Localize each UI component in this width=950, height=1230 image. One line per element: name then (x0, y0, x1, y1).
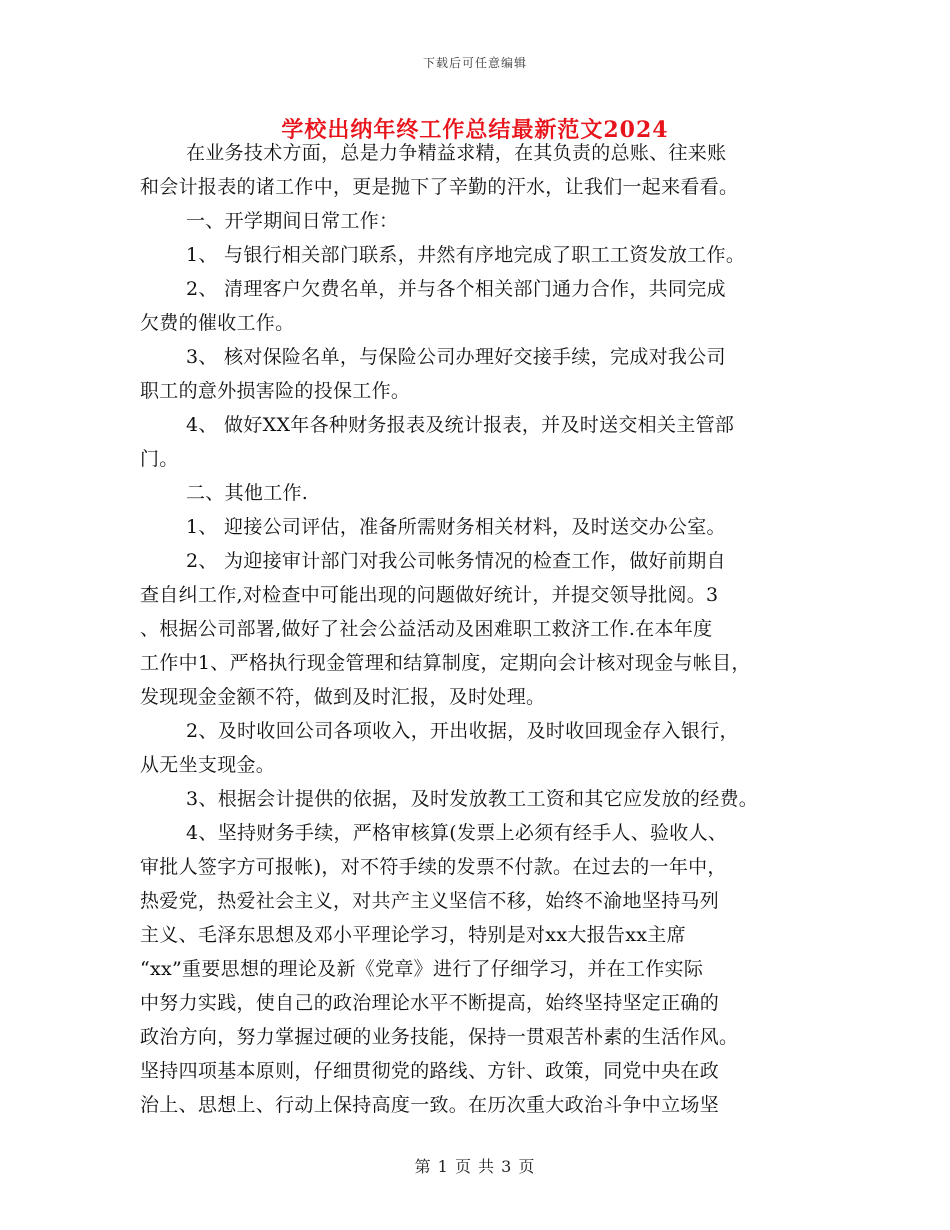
paragraph-line: 3、 核对保险名单，与保险公司办理好交接手续，完成对我公司 (186, 346, 726, 368)
paragraph-line: 政治方向，努力掌握过硬的业务技能，保持一贯艰苦朴素的生活作风。 (140, 1026, 739, 1048)
paragraph-line: 审批人签字方可报帐)，对不符手续的发票不付款。在过去的一年中， (140, 856, 727, 878)
document-body (140, 136, 830, 1122)
paragraph-line: 4、 做好XX年各种财务报表及统计报表，并及时送交相关主管部 (186, 414, 735, 436)
paragraph-line: 2、 清理客户欠费名单，并与各个相关部门通力合作，共同完成 (186, 278, 726, 300)
paragraph-line: 门。 (140, 448, 179, 470)
paragraph-line: 和会计报表的诸工作中，更是抛下了辛勤的汗水，让我们一起来看看。 (140, 176, 739, 198)
paragraph-line: 主义、毛泽东思想及邓小平理论学习，特别是对xx大报告xx主席 (140, 924, 686, 946)
document-title: 学校出纳年终工作总结最新范文2024 (281, 117, 669, 143)
paragraph-line: 、根据公司部署,做好了社会公益活动及困难职工救济工作.在本年度 (140, 618, 713, 640)
paragraph-line: 1、 与银行相关部门联系，井然有序地完成了职工工资发放工作。 (186, 244, 746, 266)
paragraph-line: 3、根据会计提供的依据，及时发放教工工资和其它应发放的经费。 (186, 788, 759, 810)
paragraph-line: 坚持四项基本原则，仔细贯彻党的路线、方针、政策，同党中央在政 (140, 1060, 720, 1082)
paragraph-line: 工作中1、严格执行现金管理和结算制度，定期向会计核对现金与帐目， (140, 652, 751, 674)
paragraph-line: “xx”重要思想的理论及新《党章》进行了仔细学习，并在工作实际 (140, 958, 704, 980)
paragraph-line: 治上、思想上、行动上保持高度一致。在历次重大政治斗争中立场坚 (140, 1094, 720, 1116)
paragraph-line: 在业务技术方面，总是力争精益求精，在其负责的总账、往来账 (186, 142, 727, 164)
page-header: 下载后可任意编辑 (422, 56, 527, 70)
section-heading: 二、其他工作. (186, 482, 309, 504)
paragraph-line: 中努力实践，使自己的政治理论水平不断提高，始终坚持坚定正确的 (140, 992, 720, 1014)
paragraph-line: 热爱党，热爱社会主义，对共产主义坚信不移，始终不渝地坚持马列 (140, 890, 720, 912)
paragraph-line: 从无坐支现金。 (140, 754, 276, 776)
section-heading: 一、开学期间日常工作： (186, 210, 399, 232)
paragraph-line: 发现现金金额不符，做到及时汇报，及时处理。 (140, 686, 546, 708)
paragraph-line: 2、及时收回公司各项收入，开出收据，及时收回现金存入银行， (186, 720, 739, 742)
paragraph-line: 4、坚持财务手续，严格审核算(发票上必须有经手人、验收人、 (186, 822, 728, 844)
paragraph-line: 欠费的催收工作。 (140, 312, 295, 334)
page-number: 第 1 页 共 3 页 (414, 1157, 536, 1176)
paragraph-line: 2、 为迎接审计部门对我公司帐务情况的检查工作，做好前期自 (186, 550, 726, 572)
paragraph-line: 职工的意外损害险的投保工作。 (140, 380, 411, 402)
paragraph-line: 1、 迎接公司评估，准备所需财务相关材料，及时送交办公室。 (186, 516, 726, 538)
paragraph-line: 查自纠工作,对检查中可能出现的问题做好统计，并提交领导批阅。3 (140, 584, 719, 606)
